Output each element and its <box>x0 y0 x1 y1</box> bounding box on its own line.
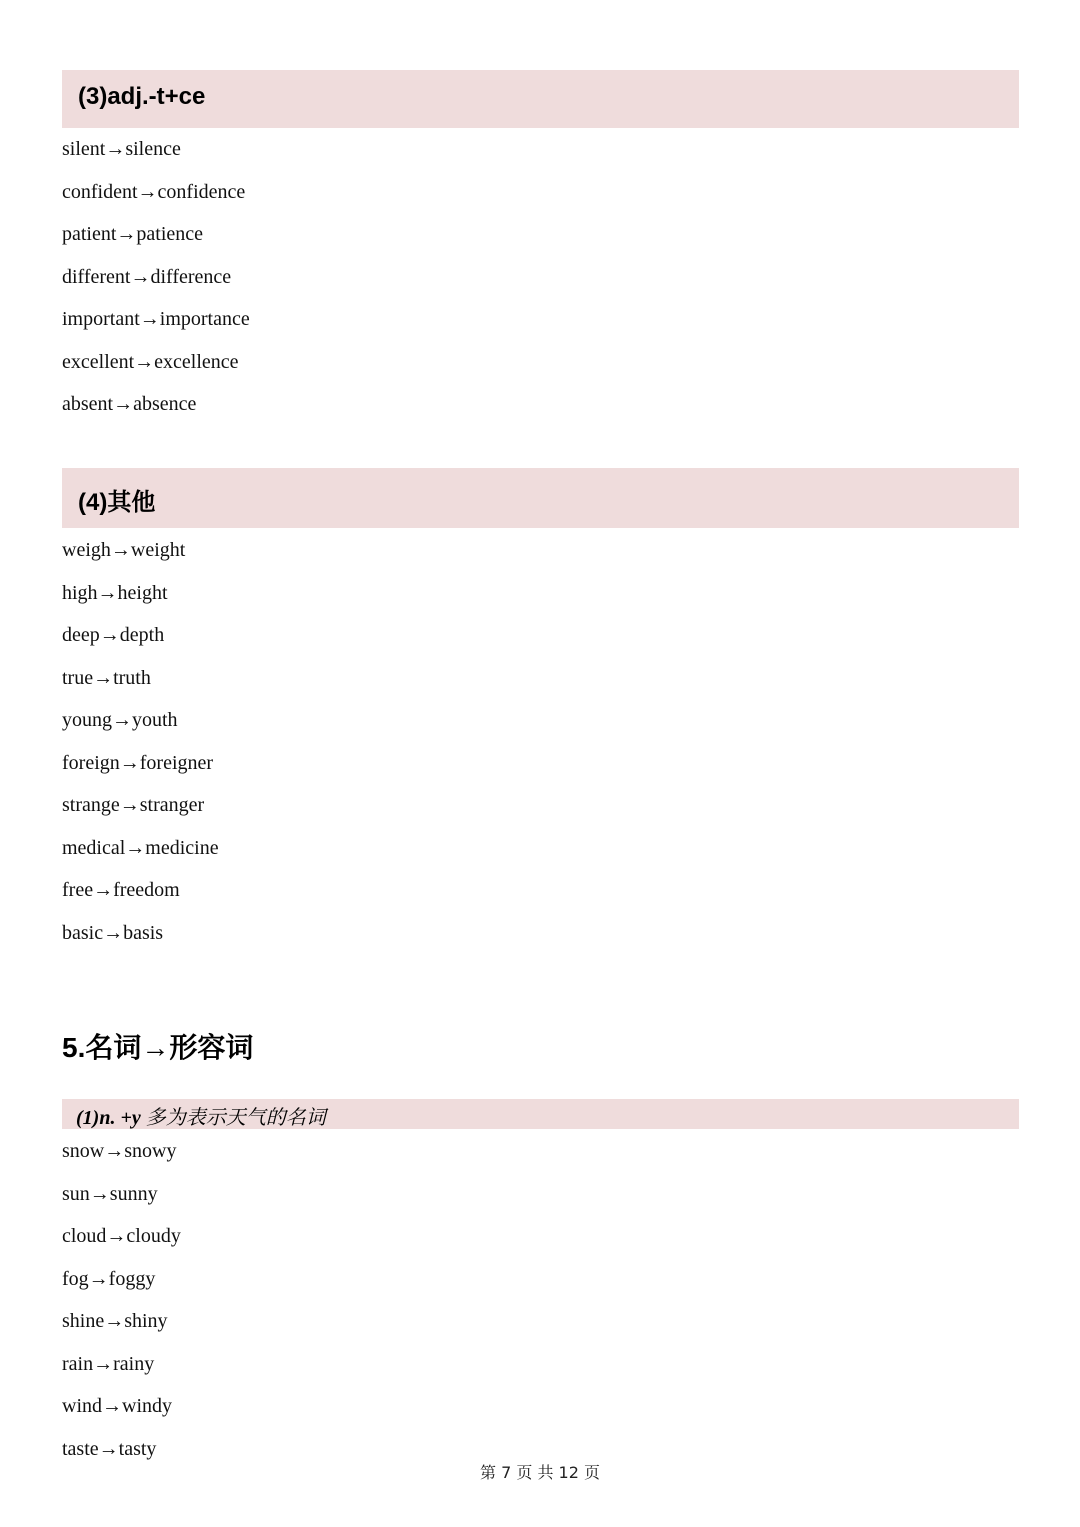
list-item: absent→absence <box>62 393 197 415</box>
page-footer: 第 7 页 共 12 页 <box>480 1463 600 1482</box>
subsection-title-5-1 <box>76 1101 326 1130</box>
list-item: basic→basis <box>62 921 164 944</box>
list-item: true→truth <box>62 666 151 689</box>
list-item: cloud→cloudy <box>62 1225 181 1247</box>
section-header-4 <box>62 468 1019 528</box>
word-list-4 <box>62 529 219 954</box>
list-item: excellent→excellence <box>62 350 239 373</box>
list-item: taste→tasty <box>62 1437 157 1460</box>
section-header-3 <box>62 70 1019 128</box>
list-item: young→youth <box>62 709 178 731</box>
list-item: sun→sunny <box>62 1182 158 1205</box>
word-list-3 <box>62 128 250 426</box>
list-item: rain→rainy <box>62 1352 155 1375</box>
list-item: fog→foggy <box>62 1267 156 1290</box>
list-item: foreign→foreigner <box>62 751 214 774</box>
list-item: medical→medicine <box>62 836 219 859</box>
list-item: snow→snowy <box>62 1140 177 1162</box>
list-item: shine→shiny <box>62 1310 168 1332</box>
section-title-4: (4)其他 <box>78 489 156 516</box>
list-item: free→freedom <box>62 879 180 901</box>
subsection-title-prefix: (1)n. +y <box>76 1107 141 1129</box>
list-item: confident→confidence <box>62 180 246 203</box>
list-item: silent→silence <box>62 138 181 160</box>
list-item: weigh→weight <box>62 539 186 561</box>
list-item: strange→stranger <box>62 794 205 816</box>
list-item: wind→windy <box>62 1395 172 1417</box>
word-list-5-1 <box>62 1130 181 1470</box>
subsection-title-rest: 多为表示天气的名词 <box>140 1107 326 1129</box>
list-item: patient→patience <box>62 223 204 245</box>
list-item: different→difference <box>62 265 232 288</box>
list-item: important→importance <box>62 308 250 330</box>
section-title-3: (3)adj.-t+ce <box>78 83 206 110</box>
subsection-header-5-1 <box>62 1099 1019 1129</box>
list-item: high→height <box>62 581 168 604</box>
list-item: deep→depth <box>62 624 165 646</box>
section-heading-5: 5.名词→形容词 <box>62 1032 254 1063</box>
